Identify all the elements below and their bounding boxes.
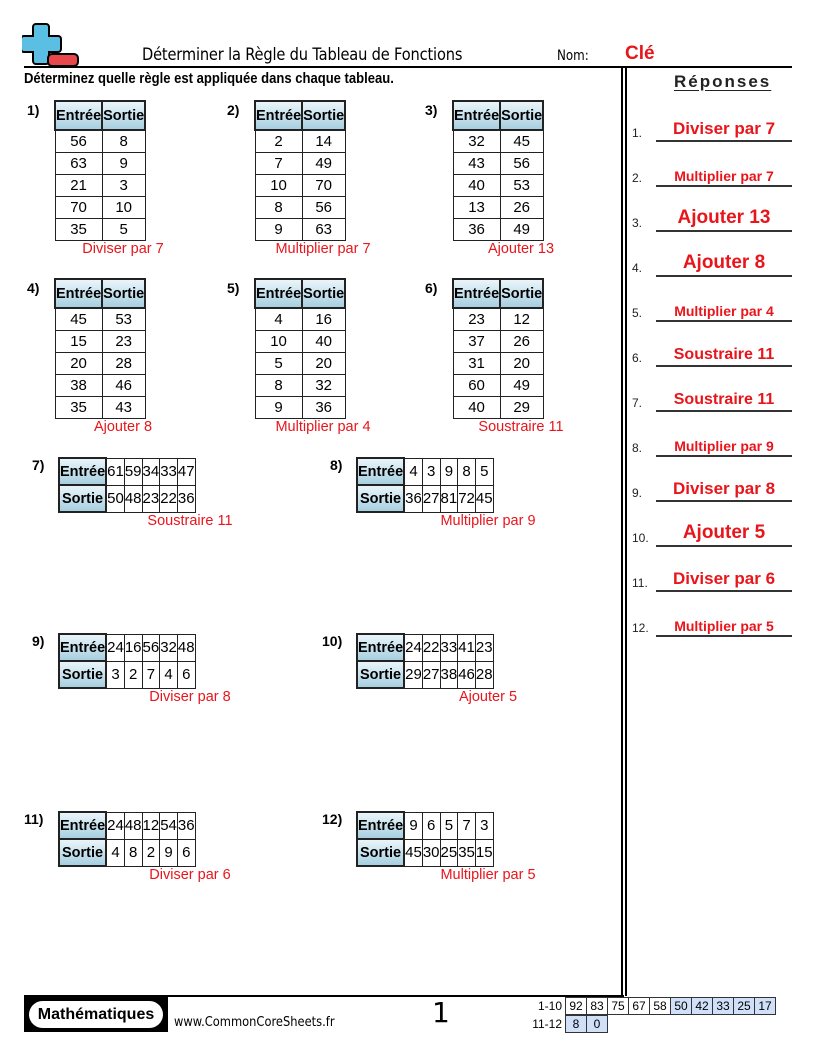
output-cell: 53 [102,308,145,330]
problem-number: 3) [425,102,438,118]
input-cell: 48 [177,634,195,661]
input-header: Entrée [59,634,106,661]
output-cell: 53 [500,174,543,196]
input-cell: 60 [453,374,500,396]
output-header: Sortie [357,485,404,512]
input-cell: 36 [453,218,500,240]
answer-line-6 [632,337,792,367]
answer-line-7 [632,382,792,412]
input-cell: 56 [142,634,160,661]
score-cell: 67 [629,998,650,1015]
input-cell: 4 [255,308,302,330]
input-cell: 36 [177,812,195,839]
answer-line-2 [632,157,792,187]
input-cell: 2 [255,130,302,152]
score-cell: 75 [608,998,629,1015]
output-cell: 43 [102,396,145,418]
table-row [55,330,145,352]
output-header: Sortie [302,279,345,308]
output-header: Sortie [102,279,145,308]
function-table [54,100,146,241]
score-cell: 0 [587,1016,608,1033]
input-header: Entrée [255,279,302,308]
input-cell: 31 [453,352,500,374]
output-cell: 49 [302,152,345,174]
output-header: Sortie [59,485,106,512]
input-cell: 15 [55,330,102,352]
output-header: Sortie [59,661,106,688]
input-cell: 3 [422,458,440,485]
input-cell: 3 [475,812,493,839]
input-cell: 9 [440,458,458,485]
output-cell: 8 [102,130,145,152]
function-table [356,633,494,689]
table-row [55,130,145,152]
function-table [356,457,494,513]
table-row [453,196,543,218]
answer-underline [656,365,792,367]
table-row [453,396,543,418]
page-number: 1 [432,996,450,1029]
table-row [357,485,493,512]
answer-line-1 [632,112,792,142]
output-cell: 20 [500,352,543,374]
answer-underline [656,545,792,547]
header-divider [24,66,792,68]
problem-number: 4) [27,280,40,296]
output-cell: 81 [440,485,458,512]
table-row [55,374,145,396]
input-cell: 22 [422,634,440,661]
rule-answer: Multiplier par 9 [440,513,536,529]
table-row [59,812,195,839]
input-cell: 24 [106,634,124,661]
rule-answer: Multiplier par 7 [275,241,371,257]
table-row [453,174,543,196]
rule-answer: Ajouter 13 [487,241,555,257]
output-cell: 32 [302,374,345,396]
score-cell: 92 [566,998,587,1015]
table-row [255,308,345,330]
function-table [452,100,544,241]
input-cell: 45 [55,308,102,330]
table-row [357,812,493,839]
table-row [59,458,195,485]
input-header: Entrée [55,101,102,130]
answer-number: 10. [632,531,649,545]
output-cell: 28 [475,661,493,688]
rule-answer: Diviser par 8 [149,689,231,705]
table-row [453,218,543,240]
output-header: Sortie [500,101,543,130]
answer-number: 6. [632,351,643,365]
input-cell: 70 [55,196,102,218]
table-row [255,196,345,218]
output-cell: 28 [102,352,145,374]
function-table [58,811,196,867]
rule-answer: Diviser par 7 [82,241,164,257]
output-cell: 38 [440,661,458,688]
answer-text: Ajouter 5 [682,522,766,543]
table-row [357,839,493,866]
output-cell: 7 [142,661,160,688]
output-cell: 16 [302,308,345,330]
input-cell: 24 [404,634,422,661]
answer-number: 2. [632,171,643,185]
answer-underline [656,590,792,592]
table-row [55,218,145,240]
input-header: Entrée [59,812,106,839]
function-table [254,100,346,241]
answer-number: 5. [632,306,643,320]
score-cell: 58 [650,998,671,1015]
input-cell: 54 [160,812,178,839]
column-divider [625,66,627,996]
output-cell: 9 [102,152,145,174]
answer-text: Ajouter 8 [682,252,766,273]
problem-number: 12) [322,811,343,827]
problem-number: 11) [24,811,44,827]
table-row [255,152,345,174]
output-cell: 2 [142,839,160,866]
input-cell: 35 [55,396,102,418]
output-cell: 45 [475,485,493,512]
answer-number: 4. [632,261,643,275]
input-cell: 5 [440,812,458,839]
input-cell: 56 [55,130,102,152]
input-cell: 24 [106,812,124,839]
answers-title: Réponses [674,72,772,91]
output-cell: 29 [404,661,422,688]
input-cell: 35 [55,218,102,240]
input-cell: 63 [55,152,102,174]
score-cell: 50 [671,998,692,1015]
output-cell: 40 [302,330,345,352]
table-row [453,308,543,330]
output-header: Sortie [500,279,543,308]
answer-underline [656,275,792,277]
score-cell: 33 [713,998,734,1015]
output-cell: 26 [500,330,543,352]
output-cell: 20 [302,352,345,374]
function-table [58,633,196,689]
function-table [254,278,346,419]
answer-underline [656,185,792,187]
answer-underline [656,140,792,142]
output-cell: 49 [500,218,543,240]
table-row [255,130,345,152]
output-cell: 63 [302,218,345,240]
site-url[interactable]: www.CommonCoreSheets.fr [174,1014,335,1030]
rule-answer: Ajouter 5 [458,689,518,705]
table-row [59,661,195,688]
output-cell: 2 [124,661,142,688]
output-cell: 15 [475,839,493,866]
function-table [356,811,494,867]
table-row [453,152,543,174]
input-cell: 4 [404,458,422,485]
output-cell: 23 [102,330,145,352]
input-cell: 13 [453,196,500,218]
output-cell: 3 [106,661,124,688]
rule-answer: Diviser par 6 [149,867,231,883]
problem-number: 8) [330,457,343,473]
output-cell: 45 [500,130,543,152]
input-cell: 43 [453,152,500,174]
output-cell: 36 [302,396,345,418]
input-cell: 41 [458,634,476,661]
answer-underline [656,500,792,502]
input-cell: 12 [142,812,160,839]
answer-line-5 [632,292,792,322]
output-cell: 72 [458,485,476,512]
input-cell: 20 [55,352,102,374]
input-cell: 59 [124,458,142,485]
function-table [54,278,146,419]
output-cell: 48 [124,485,142,512]
input-cell: 40 [453,174,500,196]
answer-underline [656,455,792,457]
answer-line-9 [632,472,792,502]
table-row [55,352,145,374]
input-cell: 8 [255,374,302,396]
output-cell: 49 [500,374,543,396]
table-row [357,661,493,688]
input-cell: 23 [453,308,500,330]
rule-answer: Soustraire 11 [478,419,564,435]
table-row [59,634,195,661]
input-header: Entrée [255,101,302,130]
output-cell: 45 [404,839,422,866]
output-cell: 22 [160,485,178,512]
input-cell: 33 [160,458,178,485]
answer-number: 11. [632,576,648,590]
function-table [452,278,544,419]
problem-number: 5) [227,280,240,296]
output-header: Sortie [59,839,106,866]
input-cell: 7 [255,152,302,174]
input-cell: 21 [55,174,102,196]
input-cell: 32 [453,130,500,152]
output-cell: 29 [500,396,543,418]
table-row [255,374,345,396]
answer-text: Multiplier par 4 [674,303,774,319]
input-cell: 7 [458,812,476,839]
subject-badge [24,997,168,1032]
output-cell: 25 [440,839,458,866]
input-cell: 5 [475,458,493,485]
input-header: Entrée [453,101,500,130]
output-cell: 3 [102,174,145,196]
score-cell: 83 [587,998,608,1015]
output-cell: 8 [124,839,142,866]
function-table [58,457,196,513]
input-cell: 32 [160,634,178,661]
table-row [255,174,345,196]
input-header: Entrée [357,634,404,661]
answer-number: 7. [632,396,643,410]
answer-text: Multiplier par 9 [674,438,774,454]
input-header: Entrée [357,812,404,839]
input-cell: 8 [458,458,476,485]
output-header: Sortie [102,101,145,130]
subject-label: Mathématiques [29,1001,163,1028]
score-cell: 8 [566,1016,587,1033]
output-cell: 4 [106,839,124,866]
table-row [55,152,145,174]
input-cell: 23 [475,634,493,661]
input-cell: 16 [124,634,142,661]
table-row [59,485,195,512]
score-cell: 42 [692,998,713,1015]
answer-text: Soustraire 11 [673,346,775,363]
output-cell: 26 [500,196,543,218]
input-cell: 40 [453,396,500,418]
page-title: Déterminer la Règle du Tableau de Fonctions [142,45,463,65]
output-cell: 6 [177,839,195,866]
output-cell: 36 [177,485,195,512]
output-header: Sortie [302,101,345,130]
problem-number: 6) [425,280,438,296]
problem-number: 9) [32,633,45,649]
answer-text: Ajouter 13 [677,207,771,228]
answer-text: Diviser par 6 [672,569,776,588]
table-row [255,218,345,240]
input-cell: 37 [453,330,500,352]
problem-number: 2) [227,102,240,118]
input-header: Entrée [59,458,106,485]
table-row [55,196,145,218]
input-cell: 6 [422,812,440,839]
rule-answer: Soustraire 11 [147,513,233,529]
answer-text: Diviser par 7 [672,119,776,138]
answer-text: Multiplier par 5 [674,618,774,634]
table-row [357,634,493,661]
output-cell: 14 [302,130,345,152]
answer-number: 1. [632,126,643,140]
output-header: Sortie [357,839,404,866]
input-cell: 33 [440,634,458,661]
output-cell: 6 [177,661,195,688]
output-cell: 46 [102,374,145,396]
table-row [59,839,195,866]
input-header: Entrée [453,279,500,308]
output-cell: 56 [302,196,345,218]
output-cell: 35 [458,839,476,866]
answer-underline [656,230,792,232]
output-cell: 10 [102,196,145,218]
input-cell: 10 [255,174,302,196]
problem-number: 7) [32,457,45,473]
output-cell: 4 [160,661,178,688]
input-header: Entrée [357,458,404,485]
name-value: Clé [625,43,655,64]
column-divider [621,66,623,996]
table-row [255,396,345,418]
rule-answer: Multiplier par 5 [440,867,536,883]
table-row [357,458,493,485]
score-row-label: 11-12 [532,1017,562,1031]
output-cell: 12 [500,308,543,330]
output-cell: 50 [106,485,124,512]
input-cell: 9 [404,812,422,839]
answer-line-3 [632,202,792,232]
answer-underline [656,320,792,322]
rule-answer: Multiplier par 4 [275,419,371,435]
output-cell: 36 [404,485,422,512]
answer-line-12 [632,607,792,637]
problem-number: 1) [27,102,40,118]
table-row [453,374,543,396]
input-cell: 61 [106,458,124,485]
answer-number: 9. [632,486,643,500]
problem-number: 10) [322,633,343,649]
answer-number: 8. [632,441,643,455]
output-cell: 46 [458,661,476,688]
score-table [526,997,776,1033]
input-cell: 9 [255,218,302,240]
answer-text: Soustraire 11 [673,391,775,408]
table-row [453,130,543,152]
answer-line-11 [632,562,792,592]
table-row [453,330,543,352]
answer-underline [656,410,792,412]
rule-answer: Ajouter 8 [93,419,153,435]
table-row [55,308,145,330]
instructions: Déterminez quelle règle est appliquée dans chaque tableau. [24,71,394,87]
input-cell: 47 [177,458,195,485]
output-cell: 27 [422,661,440,688]
input-cell: 5 [255,352,302,374]
answer-line-4 [632,247,792,277]
input-cell: 8 [255,196,302,218]
output-cell: 9 [160,839,178,866]
answer-underline [656,635,792,637]
table-row [55,396,145,418]
input-cell: 48 [124,812,142,839]
answer-number: 12. [632,621,649,635]
output-cell: 23 [142,485,160,512]
output-header: Sortie [357,661,404,688]
score-cell: 17 [755,998,776,1015]
logo-icon [22,22,80,68]
output-cell: 70 [302,174,345,196]
table-row [255,330,345,352]
table-row [255,352,345,374]
answer-number: 3. [632,216,643,230]
output-cell: 56 [500,152,543,174]
answer-text: Multiplier par 7 [674,168,774,184]
output-cell: 27 [422,485,440,512]
answer-line-8 [632,427,792,457]
input-header: Entrée [55,279,102,308]
input-cell: 9 [255,396,302,418]
input-cell: 38 [55,374,102,396]
score-row-label: 1-10 [537,999,562,1013]
name-label: Nom: [557,48,589,64]
answer-text: Diviser par 8 [672,479,776,498]
input-cell: 10 [255,330,302,352]
input-cell: 34 [142,458,160,485]
output-cell: 5 [102,218,145,240]
table-row [453,352,543,374]
answer-line-10 [632,517,792,547]
table-row [55,174,145,196]
score-cell: 25 [734,998,755,1015]
output-cell: 30 [422,839,440,866]
